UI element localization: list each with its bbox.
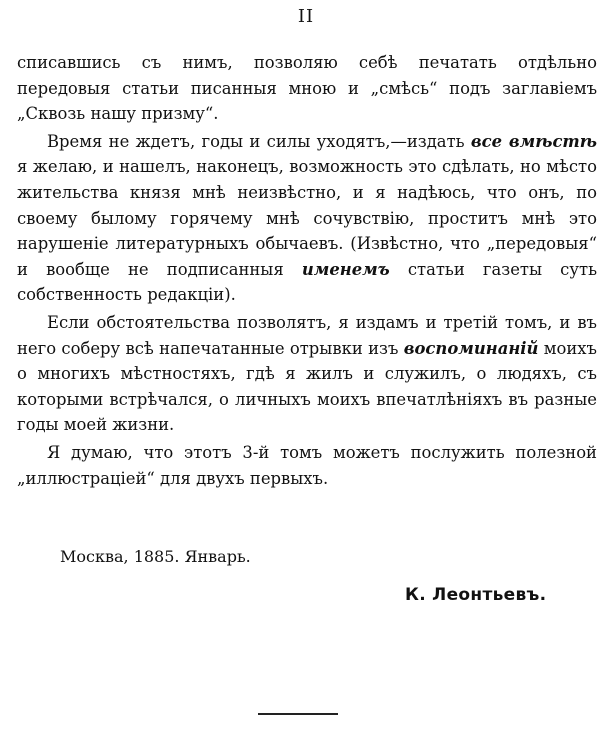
paragraph-2-text-c: статьи газеты суть собственность редакціи).: [17, 259, 597, 305]
paragraph-2-text-b: я желаю, и нашелъ, наконецъ, возможность это сдѣлать, но мѣсто жительства князя мнѣ неизвѣстно, и я надѣюсь, что онъ, по своему былому горячему мнѣ сочувствію, проститъ мнѣ это нарушеніе литературныхъ обычаевъ. (Извѣстно, что „передовыя“ и вообще не подписанныя: [17, 157, 597, 279]
page-number: II: [297, 6, 315, 27]
paragraph-1-text: списавшись съ нимъ, позволяю себѣ печатать отдѣльно передовыя статьи писанныя мною и „смѣсь“ подъ заглавіемъ „Сквозь нашу призму“.: [17, 53, 597, 124]
paragraph-3-text-b: моихъ о многихъ мѣстностяхъ, гдѣ я жилъ и служилъ, о людяхъ, съ которыми встрѣчался, о личныхъ моихъ впечатлѣніяхъ въ разные годы моей жизни.: [17, 338, 597, 435]
paragraph-1: [17, 50, 597, 127]
paragraph-3-text-a: Если обстоятельства позволятъ, я издамъ и третій томъ, и въ него соберу всѣ напечатанные отрывки изъ: [17, 312, 597, 358]
paragraph-4-text: Я думаю, что этотъ 3-й томъ можетъ послужить полезной „иллюстраціей“ для двухъ первыхъ.: [17, 442, 597, 488]
paragraph-2-emphasis-b: именемъ: [301, 259, 390, 279]
author-signature: К. Леонтьевъ.: [405, 585, 547, 605]
paragraph-2: [17, 129, 597, 308]
paragraph-3: [17, 310, 597, 438]
body-text: [17, 50, 597, 493]
paragraph-3-emphasis: воспоминаній: [403, 338, 539, 358]
footer-rule: [258, 713, 338, 715]
paragraph-2-text-a: Время не ждетъ, годы и силы уходятъ,—издать: [47, 131, 471, 151]
paragraph-4: [17, 440, 597, 491]
paragraph-2-emphasis-a: все вмѣстѣ: [470, 131, 597, 151]
place-and-date: Москва, 1885. Январь.: [60, 547, 251, 566]
